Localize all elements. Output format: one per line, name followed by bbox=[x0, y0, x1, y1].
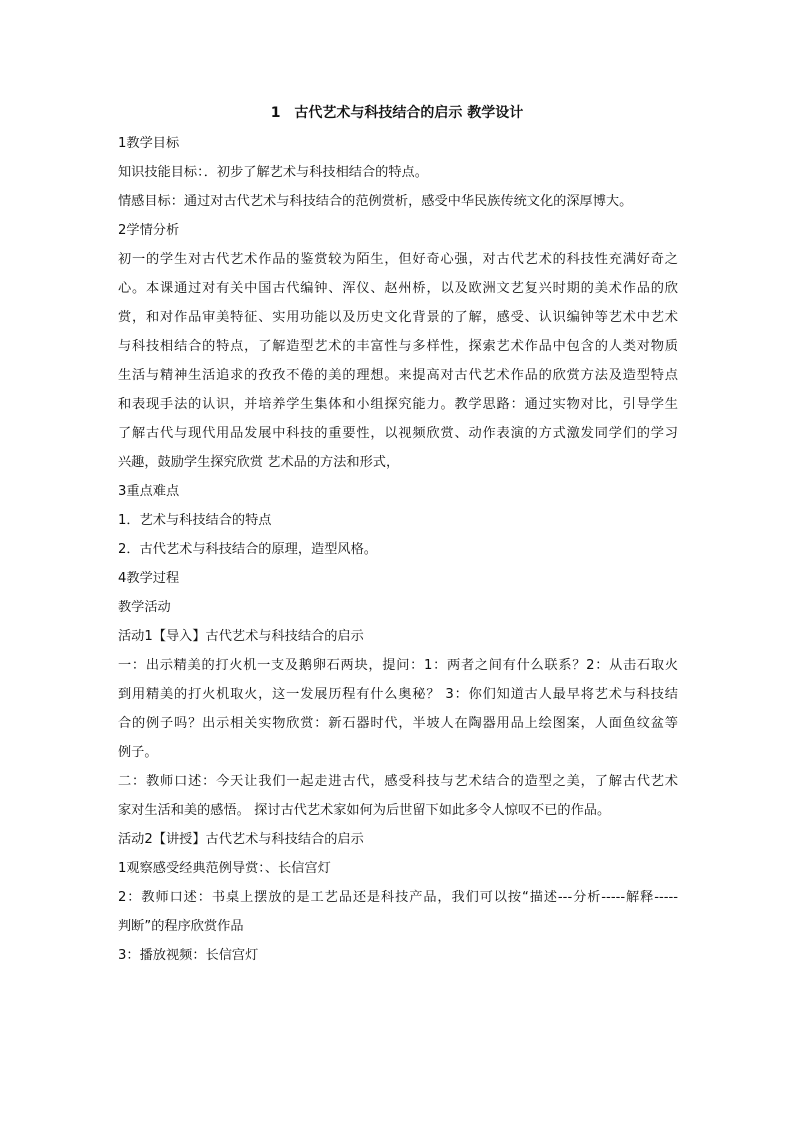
activity-heading: 活动1【导入】古代艺术与科技结合的启示 bbox=[118, 629, 364, 644]
section-heading-key-points: 3重点难点 bbox=[118, 484, 180, 499]
paragraph-line: 到用精美的打火机取火，这一发展历程有什么奥秘？ 3：你们知道古人最早将艺术与科技结 bbox=[118, 687, 678, 702]
paragraph-line: 了解古代与现代用品发展中科技的重要性，以视频欣赏、动作表演的方式激发同学们的学习 bbox=[118, 426, 678, 441]
document-title: 1 古代艺术与科技结合的启示 教学设计 bbox=[270, 105, 524, 121]
paragraph-line: 知识技能目标：．初步了解艺术与科技相结合的特点。 bbox=[118, 165, 428, 180]
paragraph-line: 和表现手法的认识，并培养学生集体和小组探究能力。教学思路：通过实物对比，引导学生 bbox=[118, 397, 678, 412]
paragraph-line: 二：教师口述：今天让我们一起走进古代，感受科技与艺术结合的造型之美，了解古代艺术 bbox=[118, 774, 678, 789]
subheading-teaching-activities: 教学活动 bbox=[118, 600, 171, 615]
paragraph-line: 情感目标：通过对古代艺术与科技结合的范例赏析，感受中华民族传统文化的深厚博大。 bbox=[118, 194, 633, 209]
paragraph-line: 1观察感受经典范例导赏：、长信宫灯 bbox=[118, 861, 331, 876]
paragraph-line: 初一的学生对古代艺术作品的鉴赏较为陌生，但好奇心强，对古代艺术的科技性充满好奇之 bbox=[118, 252, 678, 267]
paragraph-line: 家对生活和美的感悟。 探讨古代艺术家如何为后世留下如此多令人惊叹不已的作品。 bbox=[118, 803, 611, 818]
paragraph-line: 心。本课通过对有关中国古代编钟、浑仪、赵州桥，以及欧洲文艺复兴时期的美术作品的欣 bbox=[118, 281, 678, 296]
paragraph-line: 合的例子吗？出示相关实物欣赏：新石器时代，半坡人在陶器用品上绘图案，人面鱼纹盆等 bbox=[118, 716, 678, 731]
list-item: 2．古代艺术与科技结合的原理，造型风格。 bbox=[118, 542, 377, 557]
paragraph-line: 3：播放视频：长信宫灯 bbox=[118, 948, 259, 963]
section-heading-teaching-goals: 1教学目标 bbox=[118, 136, 180, 151]
activity-heading: 活动2【讲授】古代艺术与科技结合的启示 bbox=[118, 832, 364, 847]
paragraph-line: 判断”的程序欣赏作品 bbox=[118, 919, 244, 934]
paragraph-line: 赏，和对作品审美特征、实用功能以及历史文化背景的了解，感受、认识编钟等艺术中艺术 bbox=[118, 310, 678, 325]
paragraph-line: 兴趣，鼓励学生探究欣赏 艺术品的方法和形式， bbox=[118, 455, 400, 470]
paragraph-line: 2：教师口述：书桌上摆放的是工艺品还是科技产品，我们可以按“描述---分析-----解释----- bbox=[118, 890, 678, 905]
document-body bbox=[118, 129, 678, 970]
paragraph-line: 一：出示精美的打火机一支及鹅卵石两块，提问：1：两者之间有什么联系？2：从击石取火 bbox=[118, 658, 678, 673]
list-item: 1．艺术与科技结合的特点 bbox=[118, 513, 272, 528]
paragraph-line: 生活与精神生活追求的孜孜不倦的美的理想。来提高对古代艺术作品的欣赏方法及造型特点 bbox=[118, 368, 678, 383]
section-heading-student-analysis: 2学情分析 bbox=[118, 223, 180, 238]
paragraph-line: 例子。 bbox=[118, 745, 158, 760]
section-heading-teaching-process: 4教学过程 bbox=[118, 571, 180, 586]
paragraph-line: 与科技相结合的特点，了解造型艺术的丰富性与多样性，探索艺术作品中包含的人类对物质 bbox=[118, 339, 678, 354]
